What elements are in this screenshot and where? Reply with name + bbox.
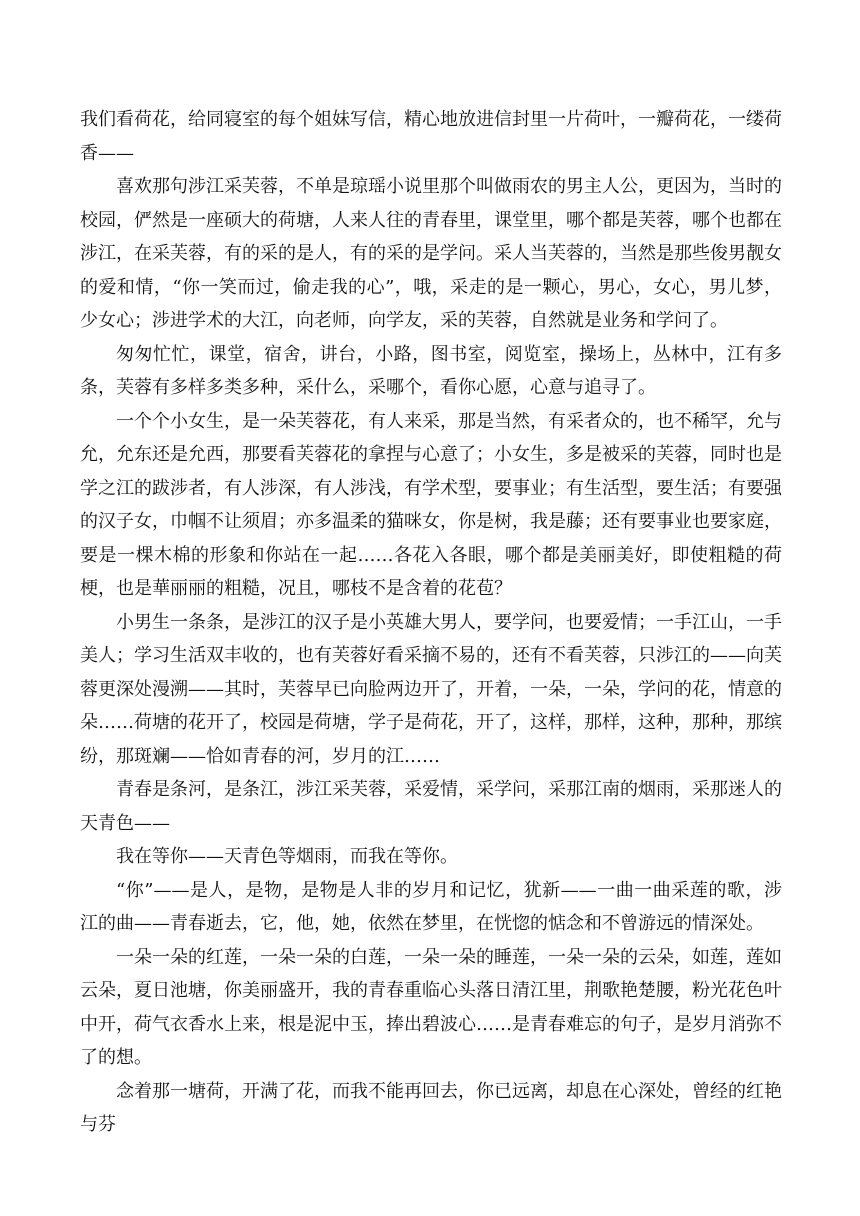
paragraph-4: 一个个小女生，是一朵芙蓉花，有人来采，那是当然，有采者众的，也不稀罕，允与允，允东还是允西，那要看芙蓉花的拿捏与心意了；小女生，多是被采的芙蓉，同时也是学之江的跋涉者，有人涉深，有人涉浅，有学术型，要事业；有生活型，要生活；有要强的汉子女，巾帼不让须眉；亦多温柔的猫咪女，你是树，我是藤；还有要事业也要家庭，要是一棵木棉的形象和你站在一起……各花入各眼，哪个都是美丽美好，即使粗糙的荷梗，也是華丽丽的粗糙，况且，哪枝不是含着的花苞？ [80,410,782,599]
paragraph-8: “你”——是人，是物，是物是人非的岁月和记忆，犹新——一曲一曲采莲的歌，涉江的曲——青春逝去，它，他，她，依然在梦里，在恍惚的惦念和不曾游远的情深处。 [80,879,782,934]
paragraph-9: 一朵一朵的红莲，一朵一朵的白莲，一朵一朵的睡莲，一朵一朵的云朵，如莲，莲如云朵，夏日池塘，你美丽盛开，我的青春重临心头落日清江里，荆歌艳楚腰，粉光花色叶中开，荷气衣香水上来，根是泥中玉，捧出碧波心……是青春难忘的句子，是岁月消弥不了的想。 [80,946,782,1068]
paragraph-2: 喜欢那句涉江采芙蓉，不单是琼瑶小说里那个叫做雨农的男主人公，更因为，当时的校园，俨然是一座硕大的荷塘，人来人往的青春里，课堂里，哪个都是芙蓉，哪个也都在涉江，在采芙蓉，有的采的是人，有的采的是学问。采人当芙蓉的，当然是那些俊男靓女的爱和情，“你一笑而过，偷走我的心”，哦，采走的是一颗心，男心，女心，男儿梦，少女心；涉进学术的大江，向老师，向学友，采的芙蓉，自然就是业务和学问了。 [80,176,782,331]
paragraph-10: 念着那一塘荷，开满了花，而我不能再回去，你已远离，却息在心深处，曾经的红艳与芬 [80,1080,782,1135]
paragraph-7: 我在等你——天青色等烟雨，而我在等你。 [116,846,458,867]
paragraph-6: 青春是条河，是条江，涉江采芙蓉，采爱情，采学问，采那江南的烟雨，采那迷人的天青色—— [80,779,782,834]
paragraph-1: 我们看荷花，给同寝室的每个姐妹写信，精心地放进信封里一片荷叶，一瓣荷花，一缕荷香—— [80,109,782,164]
paragraph-5: 小男生一条条，是涉江的汉子是小英雄大男人，要学问，也要爱情；一手江山，一手美人；学习生活双丰收的，也有芙蓉好看采摘不易的，还有不看芙蓉，只涉江的——向芙蓉更深处漫溯——其时，芙蓉早已向脸两边开了，开着，一朵，一朵，学问的花，情意的朵……荷塘的花开了，校园是荷塘，学子是荷花，开了，这样，那样，这种，那种，那缤纷，那斑斓——恰如青春的河，岁月的江…… [80,611,782,767]
paragraph-3: 匆匆忙忙，课堂，宿舍，讲台，小路，图书室，阅览室，操场上，丛林中，江有多条，芙蓉有多样多类多种，采什么，采哪个，看你心愿，心意与追寻了。 [80,343,782,398]
body-text [80,103,782,1142]
